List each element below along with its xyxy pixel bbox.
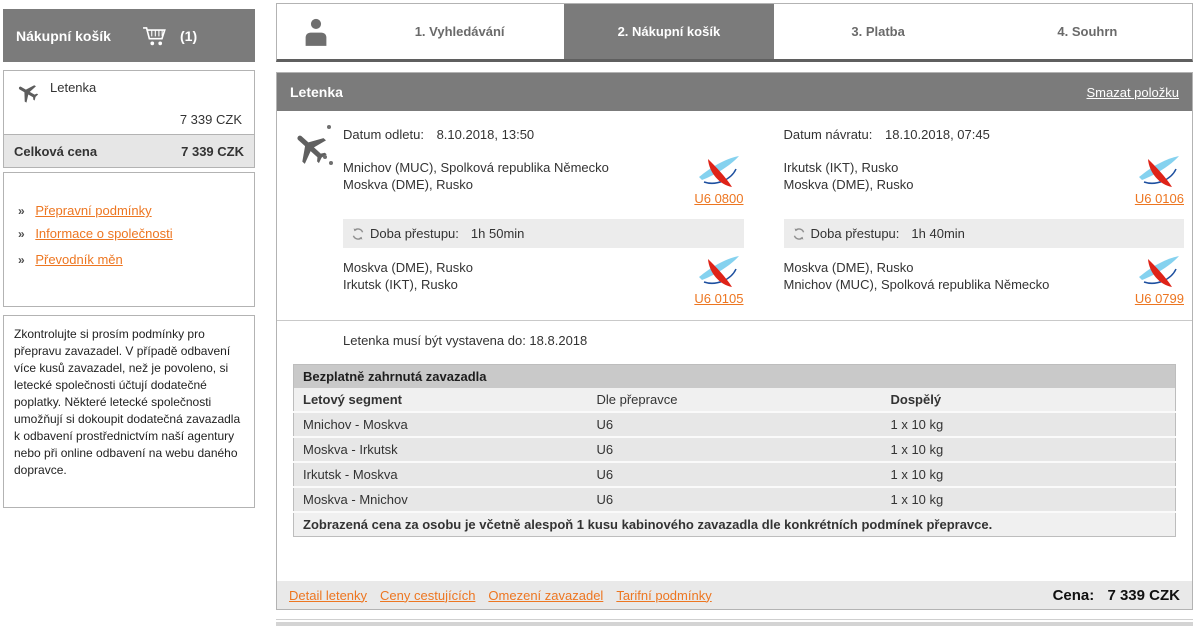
cart-total-label: Celková cena — [14, 143, 98, 159]
column-dospely: Dospělý — [882, 388, 1176, 412]
flight-details — [277, 111, 1192, 306]
delete-item-link[interactable]: Smazat položku — [1086, 84, 1179, 100]
segment-cities: Mnichov (MUC), Spolková republika Německo Moskva (DME), Rusko — [343, 160, 609, 192]
segment-cities: Moskva (DME), Rusko Irkutsk (IKT), Rusko — [343, 260, 474, 292]
cart-header-title: Nákupní košík — [16, 27, 111, 44]
price-label: Cena: — [1052, 586, 1095, 604]
link-informace-o-spolecnosti[interactable]: Informace o společnosti — [35, 226, 173, 241]
airline-block — [694, 254, 743, 306]
cart-header — [3, 9, 255, 62]
table-row: Irkutsk - Moskva U6 1 x 10 kg — [294, 462, 1176, 487]
ural-airlines-logo — [696, 154, 742, 190]
outbound-segment-1 — [343, 159, 744, 206]
transfer-label: Doba přestupu: — [370, 226, 459, 241]
flight-number-link[interactable]: U6 0799 — [1134, 291, 1184, 306]
table-row: Mnichov - Moskva U6 1 x 10 kg — [294, 412, 1176, 437]
ural-airlines-logo — [1136, 154, 1182, 190]
checkout-steps-bar — [276, 3, 1193, 62]
tab-platba[interactable]: 3. Platba — [851, 24, 905, 39]
flight-cart-panel — [276, 72, 1193, 610]
transfer-value: 1h 40min — [911, 226, 965, 241]
steps-icon-wrap — [277, 4, 355, 59]
segment-cities: Irkutsk (IKT), Rusko Moskva (DME), Rusko — [783, 160, 914, 192]
baggage-table-footer-note: Zobrazená cena za osobu je včetně alespoň 1 kusu kabinového zavazadla dle konkrétních podmínek přepravce. — [294, 512, 1176, 537]
side-link-row — [18, 203, 248, 218]
cart-total-price: 7 339 CZK — [181, 143, 244, 159]
cart-summary-box — [3, 70, 255, 168]
outbound-date: Datum odletu: 8.10.2018, 13:50 — [343, 127, 535, 142]
ural-airlines-logo — [1136, 254, 1182, 290]
arrow-bullet-icon: » — [18, 253, 25, 267]
panel-title: Letenka — [290, 84, 343, 100]
panel-header — [277, 73, 1192, 111]
cart-count-badge: (1) — [180, 27, 198, 44]
price-value: 7 339 CZK — [1107, 586, 1180, 604]
link-prepravni-podminky[interactable]: Přepravní podmínky — [35, 203, 152, 218]
inbound-segment-1 — [784, 159, 1185, 206]
side-link-row — [18, 226, 248, 241]
inbound-segment-2 — [784, 259, 1185, 306]
arrow-bullet-icon: » — [18, 204, 25, 218]
airline-block — [694, 154, 743, 206]
baggage-table-title-row — [294, 365, 1176, 389]
arrow-bullet-icon: » — [18, 227, 25, 241]
table-row: Moskva - Mnichov U6 1 x 10 kg — [294, 487, 1176, 512]
cart-item-price: 7 339 CZK — [179, 112, 242, 127]
tab-nakupni-kosik[interactable]: 2. Nákupní košík — [564, 4, 773, 59]
tab-vyhledavani[interactable]: 1. Vyhledávání — [414, 24, 505, 39]
total-price — [1053, 587, 1180, 604]
baggage-table-header-row — [294, 388, 1176, 412]
inbound-date: Datum návratu: 18.10.2018, 07:45 — [783, 127, 990, 142]
flight-number-link[interactable]: U6 0105 — [694, 291, 744, 306]
transfer-bar-outbound — [343, 219, 744, 248]
cart-total-row — [4, 134, 254, 167]
segment-cities: Moskva (DME), Rusko Mnichov (MUC), Spolková republika Německo — [783, 260, 1050, 292]
next-section-edge — [276, 619, 1193, 630]
baggage-table — [293, 364, 1176, 537]
link-prevodnik-men[interactable]: Převodník měn — [35, 252, 123, 267]
link-ceny-cestujicich[interactable]: Ceny cestujících — [380, 587, 476, 603]
flight-number-link[interactable]: U6 0800 — [694, 191, 744, 206]
column-dle-prepravce: Dle přepravce — [588, 388, 882, 412]
cart-line-item — [4, 71, 254, 127]
transfer-label: Doba přestupu: — [810, 226, 900, 241]
side-link-row — [18, 252, 248, 267]
flight-number-link[interactable]: U6 0106 — [1134, 191, 1184, 206]
baggage-table-footer-row — [294, 512, 1176, 537]
transfer-icon — [792, 227, 806, 241]
motion-dots-decoration — [327, 125, 331, 129]
transfer-icon — [351, 227, 365, 241]
tab-souhrn[interactable]: 4. Souhrn — [1057, 24, 1118, 39]
outbound-segment-2 — [343, 259, 744, 306]
inbound-column — [784, 127, 1185, 306]
quick-links-box — [3, 172, 255, 307]
airline-block — [1135, 254, 1184, 306]
link-detail-letenky[interactable]: Detail letenky — [289, 587, 368, 603]
next-section-band — [276, 622, 1193, 626]
baggage-info-text: Zkontrolujte si prosím podmínky pro přepravu zavazadel. V případě odbavení více kusů zavazadel, než je povoleno, si letecké společnosti účtují dodatečné poplatky. Některé letecké společnosti umožňují si dokoupit dodatečná zavazadla k odbavení prostřednictvím naší agentury nebo při online odbavení na webu daného dopravce. — [14, 327, 241, 477]
link-omezeni-zavazadel[interactable]: Omezení zavazadel — [488, 587, 604, 603]
airline-block — [1135, 154, 1184, 206]
cart-icon — [142, 25, 168, 47]
table-row: Moskva - Irkutsk U6 1 x 10 kg — [294, 437, 1176, 462]
transfer-value: 1h 50min — [470, 226, 525, 241]
column-letovy-segment: Letový segment — [294, 388, 588, 412]
baggage-table-title: Bezplatně zahrnutá zavazadla — [294, 365, 1176, 389]
airplane-icon — [12, 76, 45, 109]
outbound-column — [343, 127, 744, 306]
issue-deadline: Letenka musí být vystavena do: 18.8.2018 — [277, 320, 1192, 358]
ural-airlines-logo — [696, 254, 742, 290]
link-tarifni-podminky[interactable]: Tarifní podmínky — [616, 587, 712, 603]
panel-footer-bar — [277, 581, 1192, 609]
transfer-bar-inbound — [784, 219, 1185, 248]
baggage-info-box — [3, 315, 255, 508]
cart-item-label: Letenka — [50, 80, 97, 95]
person-icon — [301, 16, 331, 48]
